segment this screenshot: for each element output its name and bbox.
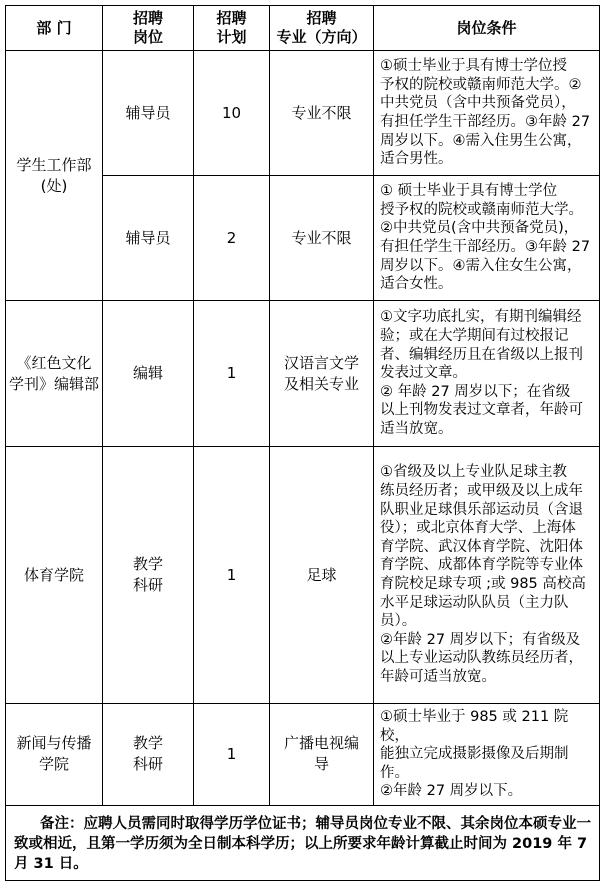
dept-line: 《红色文化 (16, 353, 92, 372)
dept-line: 学生工作部 (16, 155, 92, 174)
post-line: 教学 (132, 555, 163, 573)
major-cell (270, 447, 374, 704)
major-line: 足球 (306, 565, 337, 584)
post-cell (103, 176, 194, 301)
condition-line: ①硕士毕业于具有博士学位授 (380, 58, 567, 75)
header-post-line: 招聘 (132, 9, 163, 27)
dept-line: 学刊》编辑部 (8, 374, 99, 393)
dept-cell (6, 51, 103, 301)
major-line: 专业不限 (291, 228, 352, 247)
post-line: 教学 (132, 734, 163, 753)
major-line: 广播电视编 (283, 734, 359, 753)
condition-line: 周岁以下。④需入住男生公寓， (380, 132, 582, 149)
header-major (270, 6, 374, 51)
dept-cell (6, 704, 103, 806)
condition-line: 适当放宽。 (380, 420, 453, 437)
condition-line: ①省级及以上专业队足球主教 (380, 464, 567, 481)
major-cell (270, 301, 374, 447)
condition-line: 育院校足球专项 ;或 985 高校高 (380, 576, 586, 592)
condition-line: ①硕士毕业于 985 或 211 院校， (380, 709, 569, 744)
table-row (6, 447, 600, 704)
dept-cell (6, 447, 103, 704)
post-cell (103, 447, 194, 704)
header-plan-line: 招聘 (216, 9, 247, 27)
condition-line: ②年龄 27 周岁以下；有省级及 (380, 631, 581, 648)
table-row (6, 51, 600, 176)
header-post (103, 6, 194, 51)
plan-cell: 10 (194, 51, 270, 176)
major-line: 导 (313, 755, 329, 774)
post-line: 辅导员 (125, 228, 171, 247)
condition-line: 育学院、成都体育学院等专业体 (380, 557, 583, 574)
header-dept: 部 门 (6, 6, 103, 51)
conditions-cell (374, 447, 600, 704)
post-line: 科研 (132, 755, 163, 774)
major-line: 专业不限 (291, 103, 352, 122)
condition-line: 发表过文章。 (380, 365, 467, 382)
dept-line: 体育学院 (23, 565, 84, 584)
condition-line: ②中共党员(含中共预备党员)， (380, 220, 579, 237)
condition-line: 授予权的院校或赣南师范大学。 (380, 201, 583, 218)
post-line: 科研 (132, 576, 163, 594)
condition-line: 适合男性。 (380, 151, 453, 168)
note-row (6, 805, 600, 880)
condition-line: 者、编辑经历且在省级以上报刊 (380, 346, 583, 363)
dept-line: (处) (40, 176, 68, 195)
condition-line: ① 硕士毕业于具有博士学位 (380, 183, 558, 200)
post-cell (103, 51, 194, 176)
condition-line: ②年龄 27 周岁以下。 (380, 783, 523, 800)
condition-line: ①文字功底扎实，有期刊编辑经 (380, 309, 582, 326)
post-cell (103, 301, 194, 447)
condition-line: ② 年龄 27 周岁以下；在省级 (380, 383, 571, 400)
conditions-cell (374, 51, 600, 176)
plan-cell: 2 (194, 176, 270, 301)
note-text: 备注：应聘人员需同时取得学历学位证书；辅导员岗位专业不限、其余岗位本硕专业一致或相近，且第一学历须为全日制本科学历；以上所要求年龄计算截止时间为 2019 年 7 月 31 日。 (6, 805, 600, 880)
header-post-line: 岗位 (132, 28, 163, 46)
post-line: 编辑 (132, 364, 163, 382)
major-line: 及相关专业 (283, 374, 359, 393)
condition-line: 役）；或北京体育大学、上海体 (380, 520, 576, 537)
condition-line: 以上专业运动队教练员经历者， (380, 650, 583, 667)
condition-line: 中共党员（含中共预备党员）， (380, 95, 576, 112)
conditions-cell (374, 704, 600, 806)
table-row (6, 704, 600, 806)
header-conditions: 岗位条件 (374, 6, 600, 51)
header-plan (194, 6, 270, 51)
table-row (6, 301, 600, 447)
recruitment-table (5, 5, 600, 881)
post-cell (103, 704, 194, 806)
condition-line: 队职业足球俱乐部运动员（含退 (380, 501, 583, 518)
header-major-line: 专业（方向） (276, 28, 367, 46)
dept-line: 新闻与传播 (16, 734, 92, 753)
condition-line: 育学院、武汉体育学院、沈阳体 (380, 538, 583, 555)
condition-line: 练员经历者；或甲级及以上成年 (380, 483, 583, 500)
dept-line: 学院 (38, 755, 69, 774)
condition-line: 作。 (380, 764, 409, 781)
major-cell (270, 51, 374, 176)
condition-line: 有担任学生干部经历。③年龄 27 (380, 239, 591, 255)
condition-line: 验；或在大学期间有过校报记 (380, 328, 569, 345)
condition-line: 予权的院校或赣南师范大学。② (380, 76, 582, 93)
conditions-cell (374, 176, 600, 301)
condition-line: 有担任学生干部经历。③年龄 27 (380, 114, 591, 130)
post-line: 辅导员 (125, 103, 171, 122)
condition-line: 能独立完成摄影摄像及后期制 (380, 746, 569, 763)
major-cell (270, 176, 374, 301)
header-major-line: 招聘 (306, 9, 337, 27)
header-row (6, 6, 600, 51)
dept-cell (6, 301, 103, 447)
condition-line: 周岁以下。④需入住女生公寓， (380, 257, 582, 274)
condition-line: 以上刊物发表过文章者，年龄可 (380, 402, 583, 419)
condition-line: 水平足球运动队队员（主力队 (380, 594, 569, 611)
header-plan-line: 计划 (216, 28, 247, 46)
major-cell (270, 704, 374, 806)
plan-cell: 1 (194, 447, 270, 704)
conditions-cell (374, 301, 600, 447)
condition-line: 员）。 (380, 613, 417, 630)
condition-line: 年龄可适当放宽。 (380, 668, 496, 685)
plan-cell: 1 (194, 704, 270, 806)
plan-cell: 1 (194, 301, 270, 447)
condition-line: 适合女性。 (380, 276, 453, 293)
major-line: 汉语言文学 (283, 353, 359, 372)
